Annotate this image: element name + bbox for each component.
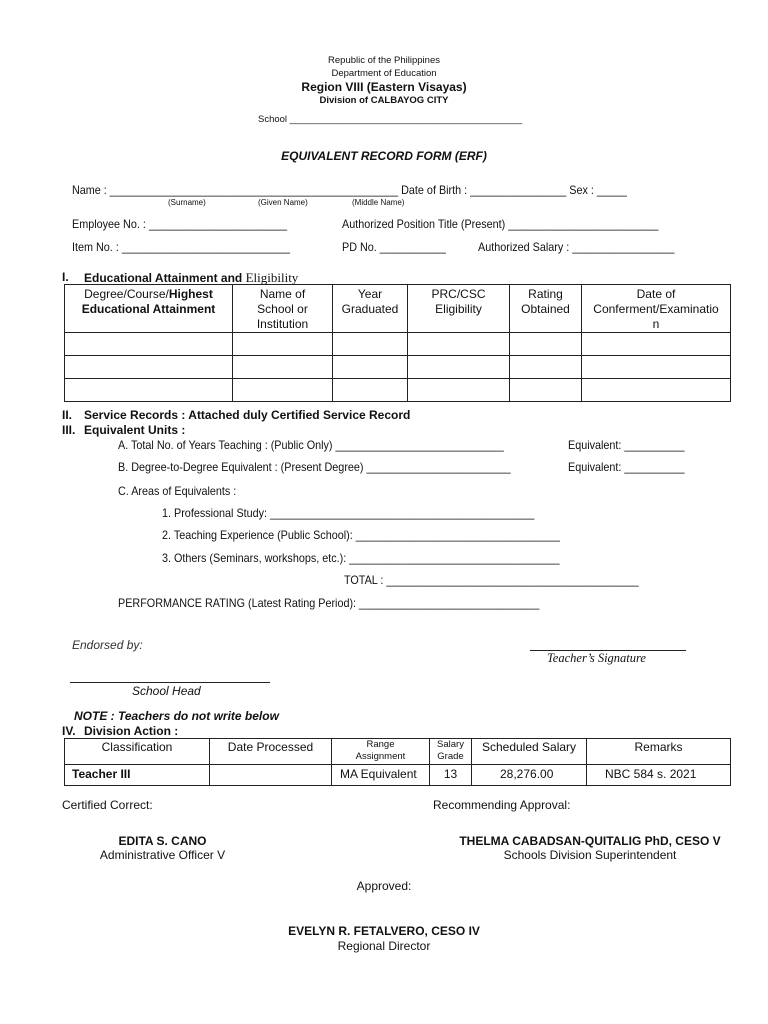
table-cell[interactable]: [65, 356, 233, 379]
section3-number: III.: [62, 423, 76, 437]
approved-label: Approved:: [356, 879, 412, 893]
col-year-graduated: Year Graduated: [333, 285, 408, 333]
range-assignment-value[interactable]: MA Equivalent: [332, 765, 430, 786]
school-field[interactable]: School ____________________________________________: [258, 114, 523, 125]
name-line[interactable]: Name : ________________________________________________ Date of Birth : ________________ Sex : _____: [72, 183, 627, 197]
remarks-value[interactable]: NBC 584 s. 2021: [587, 765, 731, 786]
col-degree-a: Degree/Course/: [84, 287, 169, 301]
table-cell[interactable]: [333, 379, 408, 402]
fetalvero-name: EVELYN R. FETALVERO, CESO IV: [288, 924, 480, 938]
education-table: [64, 284, 731, 402]
middle-name-label: (Middle Name): [352, 198, 405, 207]
areas-of-equivalents-label: C. Areas of Equivalents :: [118, 484, 237, 498]
col-date-processed: Date Processed: [210, 739, 332, 765]
table-row: [65, 379, 731, 402]
table-cell[interactable]: [582, 379, 731, 402]
division-action-table: [64, 738, 731, 786]
position-title-field[interactable]: Authorized Position Title (Present) _________________________: [342, 217, 659, 231]
table-cell[interactable]: [233, 356, 333, 379]
cano-name: EDITA S. CANO: [118, 834, 207, 848]
table-row: [65, 765, 731, 786]
degree-equivalent-field[interactable]: B. Degree-to-Degree Equivalent : (Present Degree) ________________________: [118, 460, 511, 474]
republic-label: Republic of the Philippines: [328, 55, 440, 66]
table-cell[interactable]: [510, 333, 582, 356]
note-label: NOTE : Teachers do not write below: [74, 709, 279, 723]
endorsed-by-label: Endorsed by:: [72, 638, 143, 652]
scheduled-salary-value[interactable]: 28,276.00: [472, 765, 587, 786]
degree-equivalent-value[interactable]: Equivalent: __________: [568, 460, 685, 474]
table-cell[interactable]: [333, 356, 408, 379]
classification-value[interactable]: Teacher III: [65, 765, 210, 786]
table-cell[interactable]: [510, 356, 582, 379]
col-scheduled-salary: Scheduled Salary: [472, 739, 587, 765]
table-row: [65, 356, 731, 379]
quitalig-name: THELMA CABADSAN-QUITALIG PhD, CESO V: [459, 834, 721, 848]
teacher-signature-label: Teacher’s Signature: [547, 651, 646, 665]
employee-no-field[interactable]: Employee No. : _______________________: [72, 217, 287, 231]
department-label: Department of Education: [331, 68, 437, 79]
date-processed-value[interactable]: [210, 765, 332, 786]
surname-label: (Surname): [168, 198, 206, 207]
col-rating: Rating Obtained: [510, 285, 582, 333]
col-degree-c: Educational Attainment: [81, 302, 216, 316]
col-remarks: Remarks: [587, 739, 731, 765]
table-cell[interactable]: [408, 356, 510, 379]
col-salary-grade: Salary Grade: [430, 739, 472, 765]
section2-number: II.: [62, 408, 73, 422]
table-cell[interactable]: [408, 333, 510, 356]
section1-number: I.: [62, 270, 69, 284]
section4-number: IV.: [62, 724, 76, 738]
col-eligibility: PRC/CSC Eligibility: [408, 285, 510, 333]
col-conferment: Date of Conferment/Examinatio n: [582, 285, 731, 333]
years-teaching-equivalent[interactable]: Equivalent: __________: [568, 438, 685, 452]
salary-grade-value[interactable]: 13: [430, 765, 472, 786]
section1-title-text: Educational Attainment and: [84, 271, 246, 285]
table-cell[interactable]: [233, 333, 333, 356]
form-title: EQUIVALENT RECORD FORM (ERF): [281, 149, 487, 163]
table-cell[interactable]: [233, 379, 333, 402]
given-name-label: (Given Name): [258, 198, 308, 207]
table-cell[interactable]: [408, 379, 510, 402]
authorized-salary-field[interactable]: Authorized Salary : _________________: [478, 240, 675, 254]
others-field[interactable]: 3. Others (Seminars, workshops, etc.): ___________________________________: [162, 551, 560, 565]
table-cell[interactable]: [65, 333, 233, 356]
cano-title: Administrative Officer V: [99, 848, 226, 862]
region-label: Region VIII (Eastern Visayas): [301, 80, 467, 94]
table-row: [65, 333, 731, 356]
school-head-label: School Head: [132, 684, 201, 698]
school-head-signature-line[interactable]: [70, 682, 270, 683]
total-field[interactable]: TOTAL : __________________________________________: [344, 573, 639, 587]
division-label: Division of CALBAYOG CITY: [319, 95, 449, 106]
col-degree-b: Highest: [168, 287, 213, 301]
table-cell[interactable]: [582, 333, 731, 356]
table-cell[interactable]: [582, 356, 731, 379]
section2-text: Service Records : Attached duly Certified Service Record: [84, 408, 411, 422]
pd-no-field[interactable]: PD No. ___________: [342, 240, 446, 254]
table-cell[interactable]: [510, 379, 582, 402]
quitalig-title: Schools Division Superintendent: [503, 848, 677, 862]
recommending-approval-label: Recommending Approval:: [433, 798, 571, 812]
table-cell[interactable]: [65, 379, 233, 402]
col-degree: [65, 285, 233, 333]
table-cell[interactable]: [333, 333, 408, 356]
professional-study-field[interactable]: 1. Professional Study: ____________________________________________: [162, 506, 535, 520]
teaching-experience-field[interactable]: 2. Teaching Experience (Public School): __________________________________: [162, 528, 560, 542]
certified-correct-label: Certified Correct:: [62, 798, 153, 812]
col-school: Name of School or Institution: [233, 285, 333, 333]
item-no-field[interactable]: Item No. : ____________________________: [72, 240, 290, 254]
fetalvero-title: Regional Director: [337, 939, 431, 953]
years-teaching-field[interactable]: A. Total No. of Years Teaching : (Public Only) ____________________________: [118, 438, 504, 452]
section1-title-serif: Eligibility: [245, 270, 299, 285]
col-range-assignment: Range Assignment: [332, 739, 430, 765]
section4-title: Division Action :: [84, 724, 179, 738]
section3-title: Equivalent Units :: [84, 423, 186, 437]
performance-rating-field[interactable]: PERFORMANCE RATING (Latest Rating Period): ______________________________: [118, 596, 540, 610]
col-classification: Classification: [65, 739, 210, 765]
